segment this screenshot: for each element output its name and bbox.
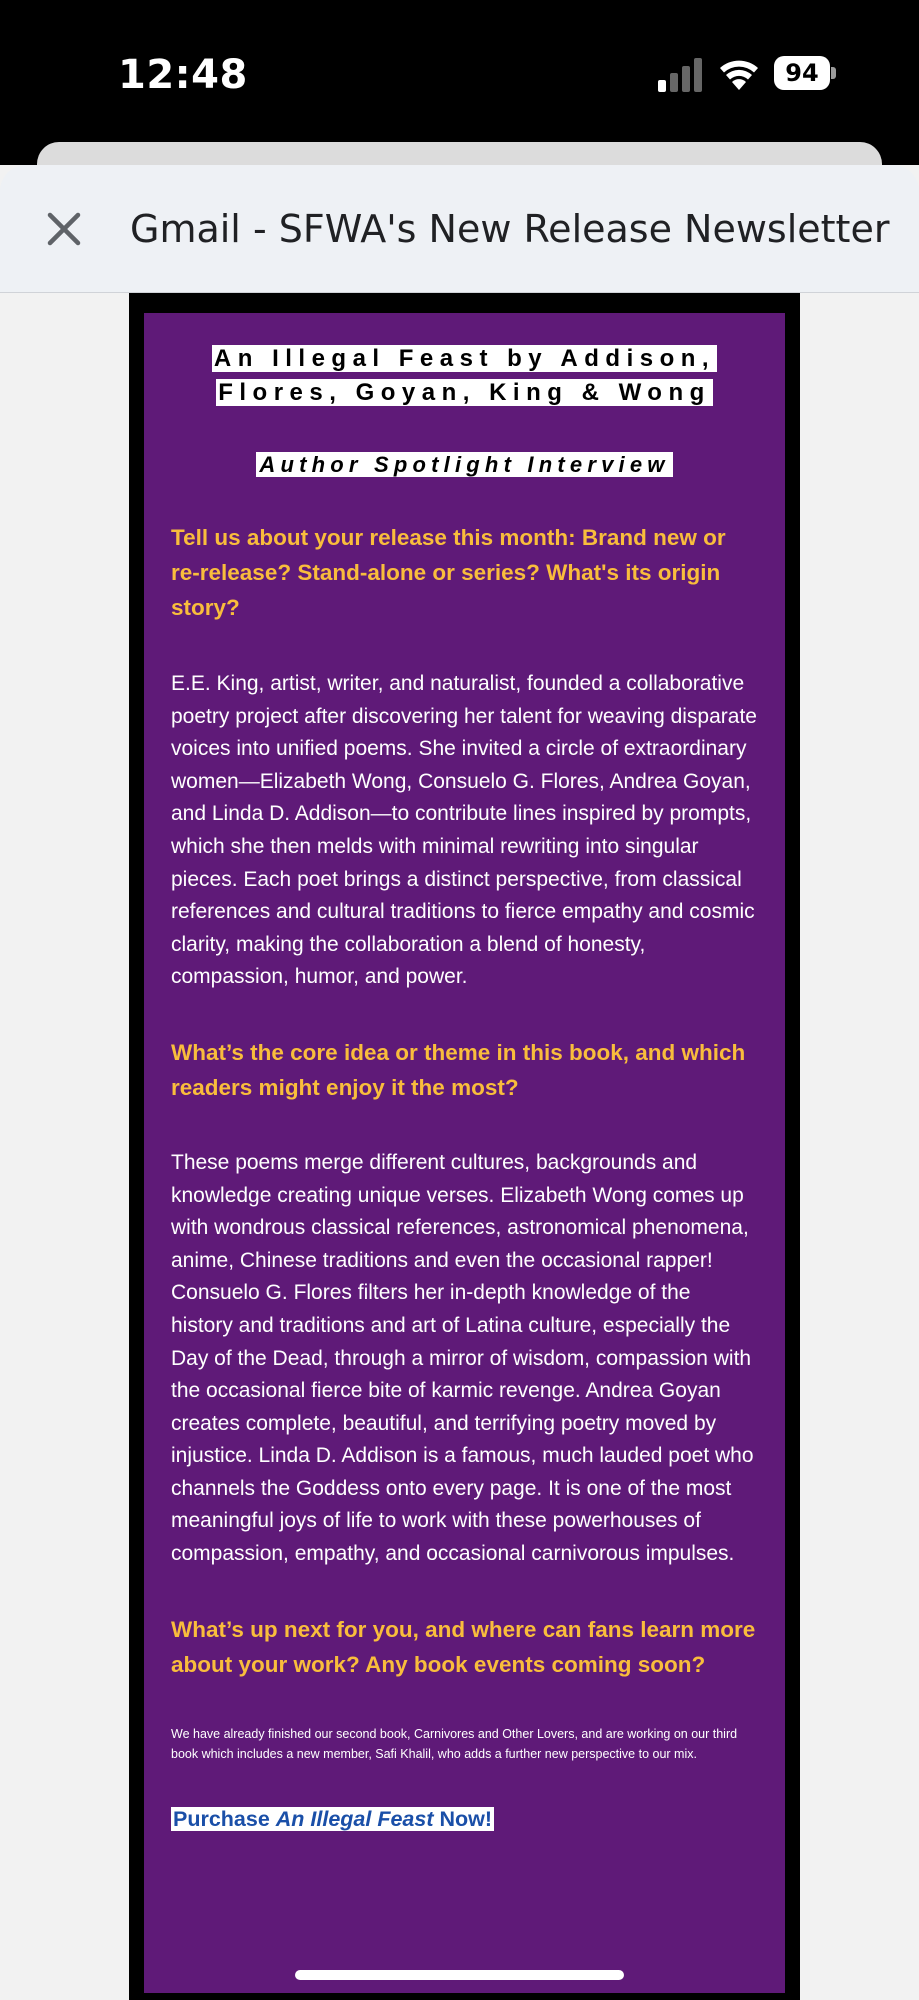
home-indicator[interactable] bbox=[295, 1970, 624, 1980]
battery-tip bbox=[831, 67, 836, 79]
close-icon[interactable] bbox=[40, 205, 88, 253]
answer-theme: These poems merge different cultures, backgrounds and knowledge creating unique verses. Elizabeth Wong comes up with wondrous classical references, astronomical phenomena, anime, Chinese traditions and even the occasional rapper! Consuelo G. Flores filters her in-depth knowledge of the history and traditions and art of Latina culture, especially the Day of the Dead, through a mirror of wisdom, compassion with the occasional fierce bite of karmic revenge. Andrea Goyan creates complete, beautiful, and terrifying poetry moved by injustice. Linda D. Addison is a famous, much lauded poet who channels the Goddess onto every page. It is one of the most meaningful joys of life to work with these powerhouses of compassion, empathy, and occasional carnivorous impulses. bbox=[171, 1150, 754, 1566]
question-next: What’s up next for you, and where can fans learn more about your work? Any book events coming soon? bbox=[171, 1616, 756, 1677]
book-title-line2: Flores, Goyan, King & Wong bbox=[218, 379, 711, 406]
battery-icon bbox=[774, 56, 836, 90]
purchase-link[interactable] bbox=[171, 1807, 494, 1831]
email-body-frame bbox=[129, 293, 800, 2000]
purchase-section bbox=[171, 1804, 758, 1834]
answer-next: We have already finished our second book, Carnivores and Other Lovers, and are working on our third book which includes a new member, Safi Khalil, who adds a further new perspective to our mix. bbox=[171, 1726, 738, 1761]
page-title: Gmail - SFWA's New Release Newsletter bbox=[130, 207, 890, 251]
spotlight-heading-text: Author Spotlight Interview bbox=[256, 452, 672, 477]
purchase-prefix: Purchase bbox=[173, 1806, 276, 1831]
battery-level: 94 bbox=[785, 59, 819, 87]
modal-header bbox=[0, 165, 919, 293]
question-release: Tell us about your release this month: Brand new or re-release? Stand-alone or series? What's its origin story? bbox=[171, 525, 726, 620]
purchase-book-title: An Illegal Feast bbox=[275, 1806, 434, 1831]
book-title-line1: An Illegal Feast by Addison, bbox=[213, 345, 716, 372]
question-theme: What’s the core idea or theme in this book, and which readers might enjoy it the most? bbox=[171, 1039, 746, 1100]
email-content bbox=[144, 313, 785, 1993]
answer-release: E.E. King, artist, writer, and naturalist, founded a collaborative poetry project after discovering her talent for weaving disparate voices into unified poems. She invited a circle of extraordinary women—Elizabeth Wong, Consuelo G. Flores, Andrea Goyan, and Linda D. Addison—to contribute lines inspired by prompts, which she then melds with minimal rewriting into singular pieces. Each poet brings a distinct perspective, from classical references and cultural traditions to fierce empathy and cosmic clarity, making the collaboration a blend of honesty, compassion, humor, and power. bbox=[171, 672, 757, 989]
status-time: 12:48 bbox=[118, 52, 248, 98]
wifi-icon bbox=[718, 56, 760, 90]
purchase-suffix: Now! bbox=[433, 1806, 493, 1831]
spotlight-heading bbox=[171, 450, 758, 480]
book-title bbox=[171, 342, 758, 410]
status-bar bbox=[0, 0, 919, 165]
cellular-signal-icon bbox=[658, 58, 704, 92]
